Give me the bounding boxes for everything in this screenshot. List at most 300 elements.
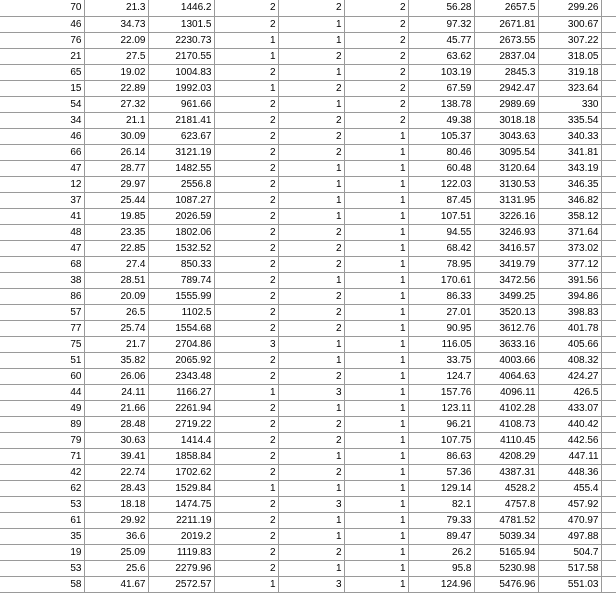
cell[interactable]: 35.82	[84, 352, 148, 368]
cell[interactable]: 424.27	[538, 368, 601, 384]
cell[interactable]: 19.85	[84, 208, 148, 224]
cell[interactable]: 26.2	[408, 544, 474, 560]
cell-empty[interactable]	[601, 464, 616, 480]
cell-empty[interactable]	[601, 224, 616, 240]
cell-empty[interactable]	[601, 576, 616, 592]
cell[interactable]: 3	[278, 384, 344, 400]
cell[interactable]: 1301.5	[148, 16, 214, 32]
cell[interactable]: 343.19	[538, 160, 601, 176]
cell[interactable]: 1	[278, 64, 344, 80]
cell[interactable]: 442.56	[538, 432, 601, 448]
cell[interactable]: 371.64	[538, 224, 601, 240]
cell[interactable]: 1532.52	[148, 240, 214, 256]
cell[interactable]: 1	[278, 16, 344, 32]
cell[interactable]: 2	[214, 288, 278, 304]
cell[interactable]: 46	[0, 16, 84, 32]
cell[interactable]: 405.66	[538, 336, 601, 352]
cell[interactable]: 22.09	[84, 32, 148, 48]
cell[interactable]: 1004.83	[148, 64, 214, 80]
cell[interactable]: 53	[0, 560, 84, 576]
cell[interactable]: 2	[214, 352, 278, 368]
cell[interactable]: 1	[344, 512, 408, 528]
cell[interactable]: 2	[214, 176, 278, 192]
cell[interactable]: 4096.11	[474, 384, 538, 400]
cell[interactable]: 2	[344, 48, 408, 64]
cell[interactable]: 2	[214, 544, 278, 560]
cell[interactable]: 1	[344, 336, 408, 352]
cell[interactable]: 1	[278, 160, 344, 176]
cell-empty[interactable]	[601, 544, 616, 560]
cell[interactable]: 300.67	[538, 16, 601, 32]
cell[interactable]: 1	[344, 544, 408, 560]
cell[interactable]: 401.78	[538, 320, 601, 336]
cell[interactable]: 2211.19	[148, 512, 214, 528]
cell[interactable]: 78.95	[408, 256, 474, 272]
cell[interactable]: 961.66	[148, 96, 214, 112]
cell[interactable]: 2	[344, 32, 408, 48]
cell-empty[interactable]	[601, 96, 616, 112]
cell[interactable]: 1	[214, 80, 278, 96]
cell[interactable]: 1	[344, 288, 408, 304]
cell[interactable]: 116.05	[408, 336, 474, 352]
cell[interactable]: 3018.18	[474, 112, 538, 128]
cell[interactable]: 20.09	[84, 288, 148, 304]
cell-empty[interactable]	[601, 192, 616, 208]
cell[interactable]: 1992.03	[148, 80, 214, 96]
cell[interactable]: 1	[214, 384, 278, 400]
cell[interactable]: 24.11	[84, 384, 148, 400]
cell[interactable]: 2	[214, 144, 278, 160]
cell[interactable]: 307.22	[538, 32, 601, 48]
cell[interactable]: 3043.63	[474, 128, 538, 144]
cell[interactable]: 1	[344, 240, 408, 256]
cell[interactable]: 457.92	[538, 496, 601, 512]
cell[interactable]: 2989.69	[474, 96, 538, 112]
cell[interactable]: 34	[0, 112, 84, 128]
cell[interactable]: 21.1	[84, 112, 148, 128]
cell[interactable]: 60	[0, 368, 84, 384]
cell[interactable]: 122.03	[408, 176, 474, 192]
cell[interactable]: 3120.64	[474, 160, 538, 176]
cell[interactable]: 23.35	[84, 224, 148, 240]
cell[interactable]: 4108.73	[474, 416, 538, 432]
cell[interactable]: 1	[344, 368, 408, 384]
cell[interactable]: 3130.53	[474, 176, 538, 192]
cell[interactable]: 2	[278, 432, 344, 448]
cell[interactable]: 319.18	[538, 64, 601, 80]
cell[interactable]: 2	[278, 48, 344, 64]
cell[interactable]: 2	[278, 288, 344, 304]
cell[interactable]: 67.59	[408, 80, 474, 96]
cell-empty[interactable]	[601, 448, 616, 464]
cell[interactable]: 2942.47	[474, 80, 538, 96]
cell[interactable]: 2	[344, 64, 408, 80]
cell[interactable]: 789.74	[148, 272, 214, 288]
cell[interactable]: 28.77	[84, 160, 148, 176]
cell[interactable]: 42	[0, 464, 84, 480]
cell[interactable]: 2673.55	[474, 32, 538, 48]
cell[interactable]: 433.07	[538, 400, 601, 416]
cell[interactable]: 1446.2	[148, 0, 214, 16]
cell[interactable]: 447.11	[538, 448, 601, 464]
cell-empty[interactable]	[601, 208, 616, 224]
cell[interactable]: 455.4	[538, 480, 601, 496]
cell[interactable]: 2	[278, 368, 344, 384]
cell[interactable]: 394.86	[538, 288, 601, 304]
cell[interactable]: 2	[278, 144, 344, 160]
cell-empty[interactable]	[601, 160, 616, 176]
cell[interactable]: 5230.98	[474, 560, 538, 576]
cell[interactable]: 1	[278, 528, 344, 544]
cell[interactable]: 2	[214, 368, 278, 384]
cell[interactable]: 1	[278, 32, 344, 48]
cell[interactable]: 77	[0, 320, 84, 336]
cell[interactable]: 3499.25	[474, 288, 538, 304]
cell[interactable]: 1	[278, 176, 344, 192]
cell[interactable]: 2	[278, 80, 344, 96]
cell[interactable]: 48	[0, 224, 84, 240]
cell[interactable]: 21	[0, 48, 84, 64]
cell[interactable]: 38	[0, 272, 84, 288]
cell[interactable]: 2	[278, 304, 344, 320]
cell[interactable]: 79.33	[408, 512, 474, 528]
cell[interactable]: 86.33	[408, 288, 474, 304]
cell[interactable]: 47	[0, 240, 84, 256]
cell[interactable]: 850.33	[148, 256, 214, 272]
cell[interactable]: 57.36	[408, 464, 474, 480]
cell[interactable]: 26.06	[84, 368, 148, 384]
cell[interactable]: 1	[344, 560, 408, 576]
cell[interactable]: 41.67	[84, 576, 148, 592]
cell[interactable]: 1	[278, 208, 344, 224]
cell[interactable]: 27.5	[84, 48, 148, 64]
cell[interactable]: 1	[344, 160, 408, 176]
cell[interactable]: 22.74	[84, 464, 148, 480]
cell[interactable]: 4110.45	[474, 432, 538, 448]
cell[interactable]: 68	[0, 256, 84, 272]
cell-empty[interactable]	[601, 176, 616, 192]
cell[interactable]: 51	[0, 352, 84, 368]
cell[interactable]: 49	[0, 400, 84, 416]
cell[interactable]: 71	[0, 448, 84, 464]
cell[interactable]: 2	[344, 96, 408, 112]
cell[interactable]: 2	[214, 96, 278, 112]
cell[interactable]: 70	[0, 0, 84, 16]
cell[interactable]: 21.7	[84, 336, 148, 352]
cell[interactable]: 1	[278, 272, 344, 288]
cell-empty[interactable]	[601, 112, 616, 128]
cell[interactable]: 1	[344, 304, 408, 320]
cell[interactable]: 2065.92	[148, 352, 214, 368]
cell[interactable]: 157.76	[408, 384, 474, 400]
cell[interactable]: 54	[0, 96, 84, 112]
cell-empty[interactable]	[601, 256, 616, 272]
cell-empty[interactable]	[601, 480, 616, 496]
cell[interactable]: 2657.5	[474, 0, 538, 16]
cell[interactable]: 551.03	[538, 576, 601, 592]
cell[interactable]: 1	[344, 256, 408, 272]
cell[interactable]: 37	[0, 192, 84, 208]
cell[interactable]: 170.61	[408, 272, 474, 288]
cell[interactable]: 2343.48	[148, 368, 214, 384]
cell[interactable]: 2230.73	[148, 32, 214, 48]
cell[interactable]: 2	[214, 16, 278, 32]
cell[interactable]: 408.32	[538, 352, 601, 368]
cell[interactable]: 97.32	[408, 16, 474, 32]
cell[interactable]: 2	[214, 240, 278, 256]
cell[interactable]: 2019.2	[148, 528, 214, 544]
cell[interactable]: 2719.22	[148, 416, 214, 432]
cell[interactable]: 129.14	[408, 480, 474, 496]
cell[interactable]: 3419.79	[474, 256, 538, 272]
cell-empty[interactable]	[601, 80, 616, 96]
cell[interactable]: 517.58	[538, 560, 601, 576]
cell[interactable]: 1802.06	[148, 224, 214, 240]
cell[interactable]: 623.67	[148, 128, 214, 144]
cell-empty[interactable]	[601, 336, 616, 352]
cell[interactable]: 1119.83	[148, 544, 214, 560]
cell[interactable]: 2	[214, 320, 278, 336]
cell[interactable]: 3131.95	[474, 192, 538, 208]
cell[interactable]: 1	[344, 224, 408, 240]
cell[interactable]: 66	[0, 144, 84, 160]
cell-empty[interactable]	[601, 416, 616, 432]
cell[interactable]: 53	[0, 496, 84, 512]
cell[interactable]: 1	[278, 96, 344, 112]
cell[interactable]: 80.46	[408, 144, 474, 160]
cell[interactable]: 2181.41	[148, 112, 214, 128]
cell[interactable]: 2	[214, 560, 278, 576]
cell[interactable]: 3633.16	[474, 336, 538, 352]
cell[interactable]: 3	[278, 496, 344, 512]
cell[interactable]: 426.5	[538, 384, 601, 400]
cell-empty[interactable]	[601, 48, 616, 64]
cell-empty[interactable]	[601, 304, 616, 320]
cell[interactable]: 346.82	[538, 192, 601, 208]
cell[interactable]: 4208.29	[474, 448, 538, 464]
cell[interactable]: 103.19	[408, 64, 474, 80]
cell[interactable]: 12	[0, 176, 84, 192]
cell[interactable]: 1554.68	[148, 320, 214, 336]
cell-empty[interactable]	[601, 272, 616, 288]
cell[interactable]: 1	[278, 352, 344, 368]
cell[interactable]: 2	[278, 112, 344, 128]
cell[interactable]: 1	[344, 576, 408, 592]
cell[interactable]: 44	[0, 384, 84, 400]
cell[interactable]: 86.63	[408, 448, 474, 464]
cell[interactable]: 3246.93	[474, 224, 538, 240]
cell[interactable]: 2837.04	[474, 48, 538, 64]
cell[interactable]: 1	[344, 416, 408, 432]
cell[interactable]: 56.28	[408, 0, 474, 16]
cell[interactable]: 2	[214, 160, 278, 176]
cell[interactable]: 448.36	[538, 464, 601, 480]
cell[interactable]: 2279.96	[148, 560, 214, 576]
cell[interactable]: 2704.86	[148, 336, 214, 352]
cell-empty[interactable]	[601, 384, 616, 400]
cell[interactable]: 1	[344, 192, 408, 208]
cell[interactable]: 398.83	[538, 304, 601, 320]
cell[interactable]: 2	[214, 224, 278, 240]
cell[interactable]: 33.75	[408, 352, 474, 368]
cell[interactable]: 25.44	[84, 192, 148, 208]
cell-empty[interactable]	[601, 528, 616, 544]
cell[interactable]: 2671.81	[474, 16, 538, 32]
cell[interactable]: 1555.99	[148, 288, 214, 304]
cell[interactable]: 2	[214, 512, 278, 528]
cell[interactable]: 497.88	[538, 528, 601, 544]
cell[interactable]: 30.63	[84, 432, 148, 448]
cell[interactable]: 3472.56	[474, 272, 538, 288]
cell[interactable]: 1	[214, 576, 278, 592]
cell[interactable]: 2	[214, 112, 278, 128]
cell[interactable]: 1	[214, 480, 278, 496]
cell[interactable]: 2	[214, 464, 278, 480]
cell[interactable]: 1	[278, 400, 344, 416]
cell[interactable]: 2	[344, 16, 408, 32]
cell-empty[interactable]	[601, 352, 616, 368]
cell[interactable]: 2170.55	[148, 48, 214, 64]
cell[interactable]: 2	[344, 112, 408, 128]
cell[interactable]: 2261.94	[148, 400, 214, 416]
cell[interactable]: 4781.52	[474, 512, 538, 528]
cell[interactable]: 95.8	[408, 560, 474, 576]
cell[interactable]: 1	[344, 480, 408, 496]
cell[interactable]: 5039.34	[474, 528, 538, 544]
cell[interactable]: 107.75	[408, 432, 474, 448]
cell[interactable]: 82.1	[408, 496, 474, 512]
cell[interactable]: 1	[344, 448, 408, 464]
cell[interactable]: 440.42	[538, 416, 601, 432]
cell-empty[interactable]	[601, 0, 616, 16]
cell[interactable]: 1	[344, 432, 408, 448]
cell[interactable]: 27.4	[84, 256, 148, 272]
cell[interactable]: 2845.3	[474, 64, 538, 80]
cell[interactable]: 30.09	[84, 128, 148, 144]
cell[interactable]: 3095.54	[474, 144, 538, 160]
cell[interactable]: 470.97	[538, 512, 601, 528]
cell[interactable]: 2	[344, 80, 408, 96]
cell[interactable]: 25.6	[84, 560, 148, 576]
cell[interactable]: 124.7	[408, 368, 474, 384]
cell[interactable]: 123.11	[408, 400, 474, 416]
cell[interactable]: 1	[278, 560, 344, 576]
cell[interactable]: 1	[344, 352, 408, 368]
cell[interactable]: 2	[214, 528, 278, 544]
cell[interactable]: 25.74	[84, 320, 148, 336]
cell[interactable]: 323.64	[538, 80, 601, 96]
cell[interactable]: 335.54	[538, 112, 601, 128]
cell-empty[interactable]	[601, 368, 616, 384]
cell[interactable]: 2	[278, 544, 344, 560]
cell[interactable]: 124.96	[408, 576, 474, 592]
cell-empty[interactable]	[601, 240, 616, 256]
cell[interactable]: 3416.57	[474, 240, 538, 256]
cell[interactable]: 41	[0, 208, 84, 224]
cell[interactable]: 3	[278, 576, 344, 592]
cell[interactable]: 18.18	[84, 496, 148, 512]
cell[interactable]: 1	[344, 176, 408, 192]
cell[interactable]: 4003.66	[474, 352, 538, 368]
cell[interactable]: 47	[0, 160, 84, 176]
cell[interactable]: 373.02	[538, 240, 601, 256]
cell[interactable]: 1	[344, 320, 408, 336]
cell[interactable]: 2	[214, 272, 278, 288]
cell-empty[interactable]	[601, 496, 616, 512]
cell[interactable]: 87.45	[408, 192, 474, 208]
cell[interactable]: 35	[0, 528, 84, 544]
cell[interactable]: 45.77	[408, 32, 474, 48]
cell[interactable]: 4064.63	[474, 368, 538, 384]
cell[interactable]: 89	[0, 416, 84, 432]
cell[interactable]: 1	[344, 384, 408, 400]
cell[interactable]: 3121.19	[148, 144, 214, 160]
cell[interactable]: 340.33	[538, 128, 601, 144]
cell[interactable]: 1858.84	[148, 448, 214, 464]
cell[interactable]: 2	[214, 128, 278, 144]
cell[interactable]: 4528.2	[474, 480, 538, 496]
cell[interactable]: 21.3	[84, 0, 148, 16]
cell[interactable]: 5165.94	[474, 544, 538, 560]
cell[interactable]: 2	[214, 496, 278, 512]
cell[interactable]: 1087.27	[148, 192, 214, 208]
cell-empty[interactable]	[601, 32, 616, 48]
cell[interactable]: 2	[278, 464, 344, 480]
cell[interactable]: 2	[278, 416, 344, 432]
cell-empty[interactable]	[601, 64, 616, 80]
cell[interactable]: 107.51	[408, 208, 474, 224]
cell[interactable]: 36.6	[84, 528, 148, 544]
cell[interactable]: 29.97	[84, 176, 148, 192]
cell[interactable]: 39.41	[84, 448, 148, 464]
cell[interactable]: 4757.8	[474, 496, 538, 512]
cell[interactable]: 1	[344, 144, 408, 160]
cell[interactable]: 15	[0, 80, 84, 96]
cell[interactable]: 96.21	[408, 416, 474, 432]
cell[interactable]: 3	[214, 336, 278, 352]
cell[interactable]: 27.01	[408, 304, 474, 320]
cell[interactable]: 26.14	[84, 144, 148, 160]
cell-empty[interactable]	[601, 512, 616, 528]
cell[interactable]: 2	[278, 320, 344, 336]
cell[interactable]: 377.12	[538, 256, 601, 272]
cell[interactable]: 2	[214, 192, 278, 208]
cell[interactable]: 2	[278, 128, 344, 144]
cell[interactable]: 1414.4	[148, 432, 214, 448]
cell-empty[interactable]	[601, 144, 616, 160]
cell[interactable]: 2	[278, 224, 344, 240]
cell-empty[interactable]	[601, 16, 616, 32]
cell[interactable]: 1482.55	[148, 160, 214, 176]
cell[interactable]: 1	[214, 48, 278, 64]
cell[interactable]: 76	[0, 32, 84, 48]
cell[interactable]: 94.55	[408, 224, 474, 240]
cell[interactable]: 26.5	[84, 304, 148, 320]
cell[interactable]: 3226.16	[474, 208, 538, 224]
cell[interactable]: 57	[0, 304, 84, 320]
cell[interactable]: 391.56	[538, 272, 601, 288]
cell[interactable]: 89.47	[408, 528, 474, 544]
cell[interactable]: 2	[278, 0, 344, 16]
cell[interactable]: 299.26	[538, 0, 601, 16]
cell[interactable]: 25.09	[84, 544, 148, 560]
cell[interactable]: 318.05	[538, 48, 601, 64]
cell[interactable]: 138.78	[408, 96, 474, 112]
cell[interactable]: 86	[0, 288, 84, 304]
cell[interactable]: 58	[0, 576, 84, 592]
cell[interactable]: 62	[0, 480, 84, 496]
cell[interactable]: 1529.84	[148, 480, 214, 496]
